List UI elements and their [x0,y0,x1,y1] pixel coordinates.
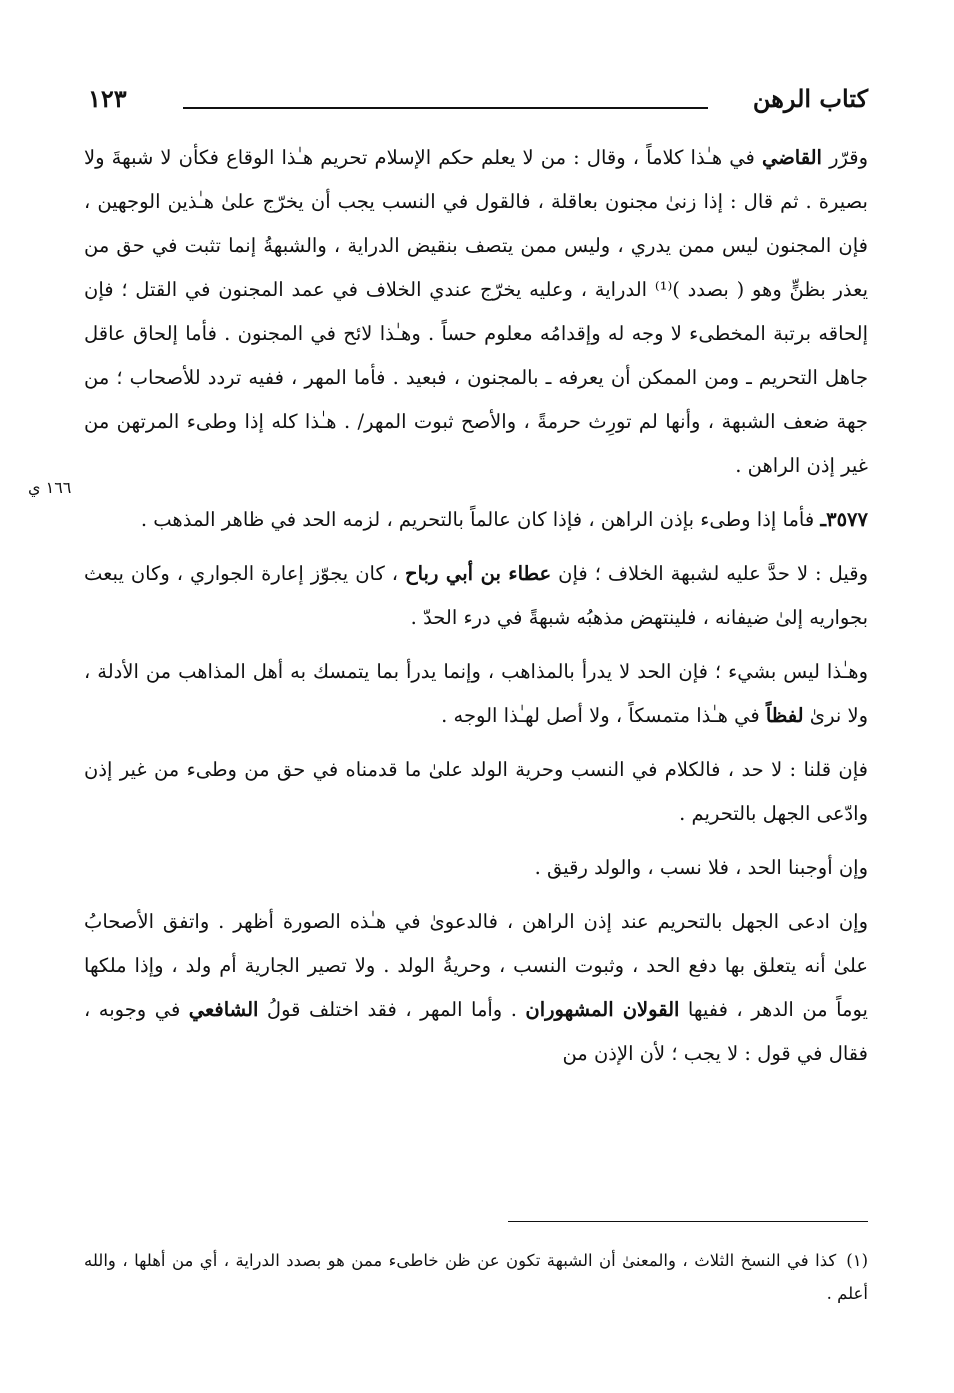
text-run: في هـٰذا متمسكاً ، ولا أصل لهـٰذا الوجه . [441,704,766,727]
footnote-marker: (١) [846,1251,868,1270]
margin-note: ١٦٦ ي [28,478,72,497]
paragraph-1 [84,136,868,488]
paragraph-5 [84,748,868,836]
text-run: وإن ادعى الجهل بالتحريم عند إذن الراهن ، فالدعوىٰ في هـٰذه الصورة أظهر . واتفق الأصحابُ علىٰ أنه يتعلق بها دفع الحد ، وثبوت النسب ، وحريةُ الولد . ولا تصير الجارية أم ولد ، وإذا ملكها يوماً من الدهر ، ففيها [84,910,868,1021]
name-ata: عطاء بن أبي رباح [405,562,552,585]
footnote-text: كذا في النسخ الثلاث ، والمعنىٰ أن الشبهة تكون عن ظن خاطىء ممن هو بصدد الدراية ، أي من أهلها ، والله أعلم . [84,1251,868,1303]
issue-number: ٣٥٧٧ـ [820,508,868,531]
text-run: ، كان يجوّز إعارة الجواري ، وكان يبعث بجواريه إلىٰ ضيفانه ، فلينتهض مذهبُه شبهةً في درء الحدّ . [84,562,868,629]
header-rule [183,107,708,109]
text-run: وهـٰذا ليس بشيء ؛ فإن الحد لا يدرأ بالمذاهب ، وإنما يدرأ بما يتمسك به أهل المذاهب من الأدلة ، ولا نرىٰ [84,660,868,727]
text-run: في وجوبه ، فقال في قول : لا يجب ؛ لأن الإذن من [84,998,868,1065]
main-text [84,136,868,1076]
name-qadi: القاضي [761,146,822,169]
footnote-rule [508,1221,868,1222]
footnote [84,1244,868,1310]
paragraph-2 [84,498,868,542]
chapter-title: كتاب الرهن [752,84,868,113]
paragraph-4 [84,650,868,738]
term-two-views: القولان المشهوران [525,998,680,1021]
text-run: وإن أوجبنا الحد ، فلا نسب ، والولد رقيق . [534,856,868,879]
page-number: ١٢٣ [88,84,127,113]
text-run: فأما إذا وطىء بإذن الراهن ، فإذا كان عالماً بالتحريم ، لزمه الحد في ظاهر المذهب . [140,508,821,531]
text-run: وقرّر [821,146,868,169]
text-run: . وأما المهر ، فقد اختلف قولُ [258,998,526,1021]
paragraph-7 [84,900,868,1076]
text-run: في هـٰذا كلاماً ، وقال : من لا يعلم حكم الإسلام تحريم هـٰذا الوقاع فكأن لا شبهةَ ولا بصيرة . ثم قال : إذا زنىٰ مجنون بعاقلة ، فالقول في النسب يجب أن يخرّج علىٰ هـٰذين الوجهين ، فإن المجنون ليس ممن يدري ، وليس ممن يتصف بنقيض الدراية ، والشبهةُ إنما تثبت في حق من يعذر بظنٍّ وهو ( بصدد )⁽¹⁾ الدراية ، وعليه يخرّج عندي الخلاف في عمد المجنون في القتل ؛ فإن إلحاقه برتبة المخطىء لا وجه له وإقدامُه معلوم حساً . وهـٰذا لائح في المجنون . فأما إلحاق عاقل جاهل التحريم ـ ومن الممكن أن يعرفه ـ بالمجنون ، فبعيد . فأما المهر ، ففيه تردد للأصحاب ؛ من جهة ضعف الشبهة ، وأنها لم تورِث حرمةً ، والأصح ثبوت المهر/ . هـٰذا كله إذا وطىء المرتهن من غير إذن الراهن . [84,146,868,477]
name-shafii: الشافعي [188,998,259,1021]
term-lafzan: لفظاً [765,704,804,727]
text-run: فإن قلنا : لا حد ، فالكلام في النسب وحرية الولد علىٰ ما قدمناه في حق من وطىء من غير إذن وادّعى الجهل بالتحريم . [84,758,868,825]
paragraph-6 [84,846,868,890]
running-header [88,84,868,124]
text-run: وقيل : لا حدَّ عليه لشبهة الخلاف ؛ فإن [551,562,868,585]
paragraph-3 [84,552,868,640]
